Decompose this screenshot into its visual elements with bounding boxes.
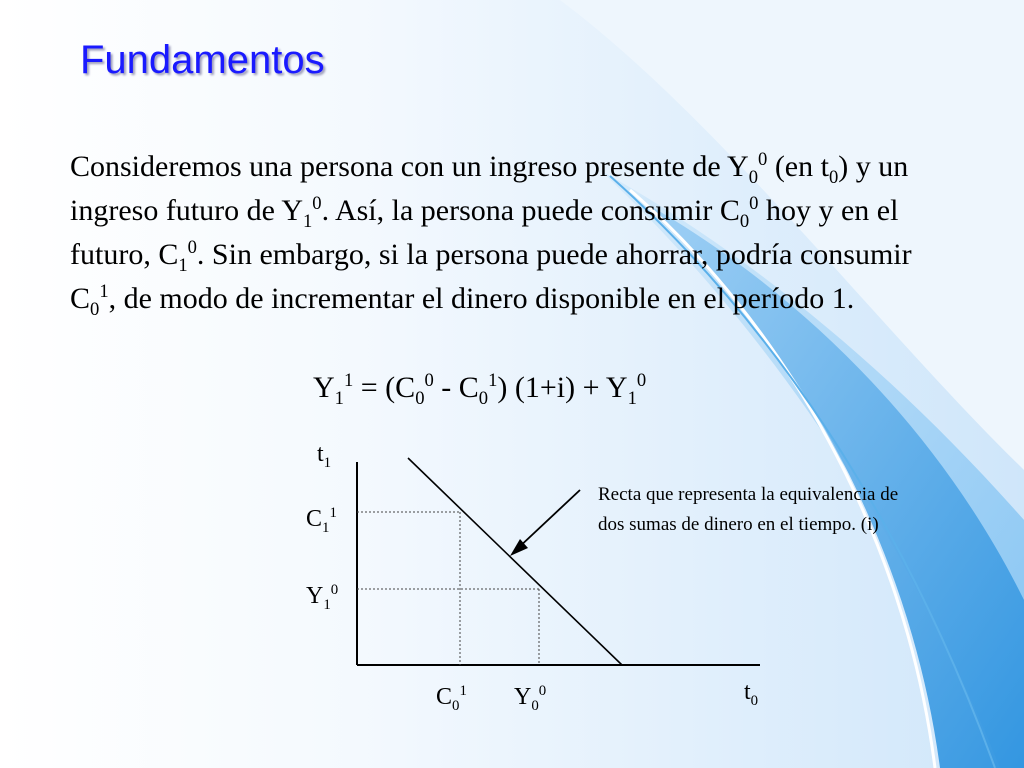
body-paragraph: Consideremos una persona con un ingreso presente de $Y_0^0$ (en $t_0$) y un ingreso futuro de $Y_1^0$. Así, la persona puede consumir $C_0^0$ hoy y en el futuro, $C_1^0$. Sin embargo, si la persona puede ahorrar, podría consumir $C_0^1$, de modo de incrementar el dinero disponible en el período 1. — [70, 149, 912, 320]
slide-title: Fundamentos — [80, 38, 325, 82]
label-c01: $C_0^1$ — [436, 683, 467, 714]
budget-line — [408, 458, 622, 665]
annotation-arrow — [516, 490, 580, 550]
label-y00: $Y_0^0$ — [514, 683, 547, 714]
axis-label-t1: $t_1$ — [317, 441, 332, 471]
equation: $Y_1^1 = (C_0^0 - C_0^1) (1+i) + Y_1^0$ — [313, 370, 647, 409]
line-annotation: Recta que representa la equivalencia de dos sumas de dinero en el tiempo. (i) — [598, 484, 899, 535]
label-y10: $Y_1^0$ — [306, 582, 339, 613]
label-c11: $C_1^1$ — [306, 505, 337, 536]
axis-label-t0: $t_0$ — [744, 679, 759, 709]
